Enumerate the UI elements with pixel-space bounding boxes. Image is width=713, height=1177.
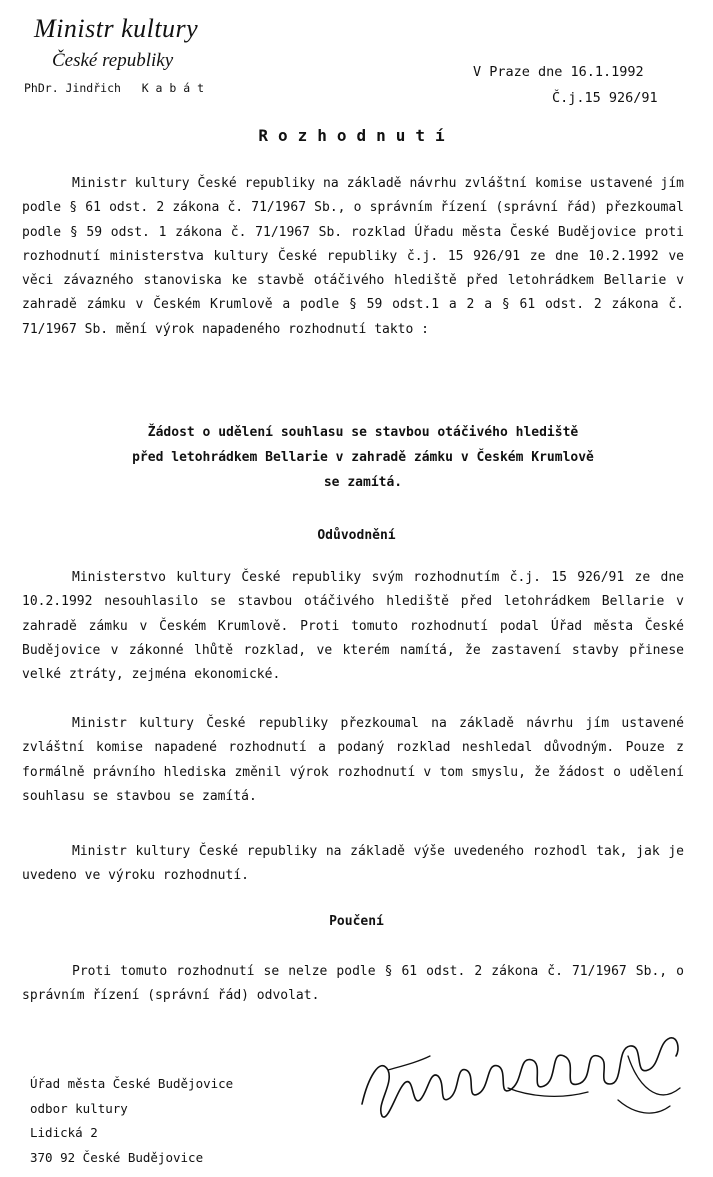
reference-number: Č.j.15 926/91 [552,90,658,106]
reasoning-heading: Odůvodnění [317,528,396,543]
intro-text: Ministr kultury České republiky na základě návrhu zvláštní komise ustavené jím podle § 61 odst. 2 zákona č. 71/1967 Sb., o správním řízení (správní řád) přezkoumal podle § 59 odst. 1 zákona č. 71/1967 Sb. rozklad Úřadu města České Budějovice proti rozhodnutí ministerstva kultury České republiky č.j. 15 926/91 ze dne 10.2.1992 ve věci závazného stanoviska ke stavbě otáčivého hlediště před letohrádkem Bellarie v zahradě zámku v Českém Krumlově a podle § 59 odst.1 a 2 a § 61 odst. 2 zákona č. 71/1967 Sb. mění výrok napadeného rozhodnutí takto : [22,176,684,337]
document-title: Rozhodnutí [258,126,455,145]
decision-line: před letohrádkem Bellarie v zahradě zámku v Českém Krumlově [132,450,594,465]
recipient-line: Úřad města České Budějovice [30,1076,234,1091]
recipient-line: Lidická 2 [30,1125,98,1140]
reasoning-paragraph [22,712,684,809]
instruction-text: Proti tomuto rozhodnutí se nelze podle § 61 odst. 2 zákona č. 71/1967 Sb., o správním řízení (správní řád) odvolat. [22,964,684,1004]
place-date: V Praze dne 16.1.1992 [473,64,644,80]
decision-line: se zamítá. [323,475,403,490]
decision-line: Žádost o udělení souhlasu se stavbou otáčivého hlediště [147,425,579,440]
reasoning-paragraph [22,566,684,687]
instruction-heading: Poučení [329,914,384,929]
letterhead-subtitle: České republiky [52,50,174,71]
signature [358,1026,688,1131]
reasoning-text: Ministerstvo kultury České republiky svým rozhodnutím č.j. 15 926/91 ze dne 10.2.1992 nesouhlasilo se stavbou otáčivého hlediště před letohrádkem Bellarie v zahradě zámku v Českém Krumlově. Proti tomuto rozhodnutí podal Úřad města České Budějovice v zákonné lhůtě rozklad, ve kterém namítá, že zastavení stavby přinese velké ztráty, zejména ekonomické. [22,570,684,683]
decision-block [60,420,666,495]
recipient-address [30,1072,233,1170]
reasoning-paragraph [22,840,684,889]
intro-paragraph [22,172,684,342]
recipient-line: 370 92 České Budějovice [30,1149,204,1165]
letterhead-title: Ministr kultury [34,14,199,43]
sender-name: PhDr. Jindřich K a b á t [24,81,205,95]
reasoning-text: Ministr kultury České republiky přezkoumal na základě návrhu jím ustavené zvláštní komise napadené rozhodnutí a podaný rozklad neshledal důvodným. Pouze z formálně právního hlediska změnil výrok rozhodnutí v tom smyslu, že žádost o udělení souhlasu se stavbou se zamítá. [22,716,684,804]
reasoning-text: Ministr kultury České republiky na základě výše uvedeného rozhodl tak, jak je uvedeno ve výroku rozhodnutí. [22,844,684,884]
instruction-paragraph [22,960,684,1009]
recipient-line: odbor kultury [30,1100,128,1116]
signature-scribble-icon [358,1026,688,1126]
